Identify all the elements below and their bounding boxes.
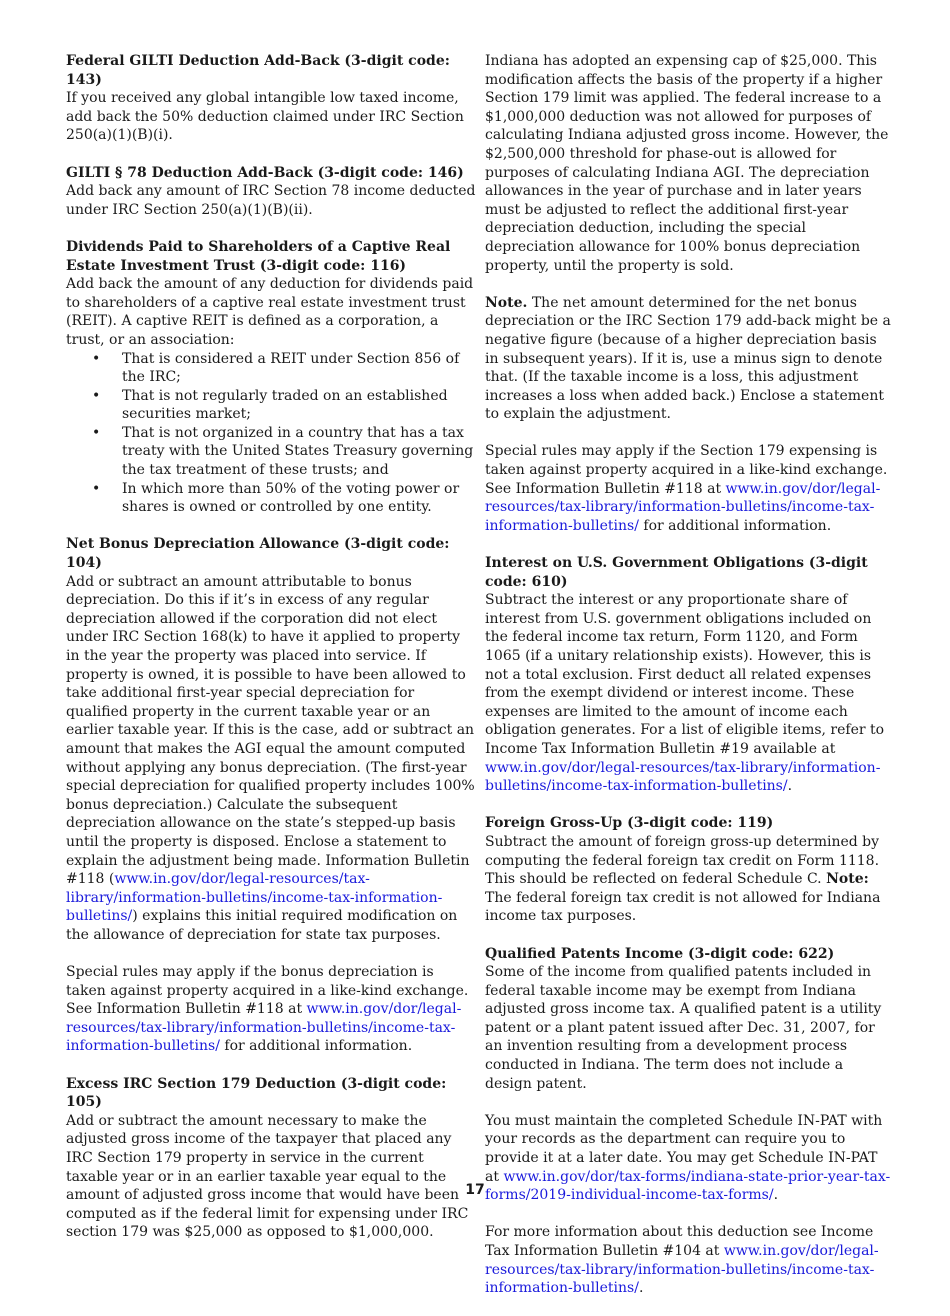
reit-bullet-list (66, 350, 476, 517)
usgov-text: Subtract the interest or any proportionate share of interest from U.S. government obligations included on the federal income tax return, Form 1120, and Form 1065 (if a unitary relationship exists). However, this is not a total exclusion. First deduct all related expenses from the exempt dividend or interest income. These expenses are limited to the amount of income each obligation generates. For a list of eligible items, refer to Income Tax Information Bulletin #19 available at (485, 592, 885, 757)
foreign-text: Subtract the amount of foreign gross-up determined by computing the federal foreign tax credit on Form 1118. This should be reflected on federal Schedule C. (485, 833, 880, 888)
special179-text: Special rules may apply if the Section 179 expensing is taken against property acquired in a like-kind exchange. See Information Bulletin #118 at (485, 443, 888, 497)
patents-maintain-text-end: . (773, 1187, 779, 1204)
usgov-section (485, 554, 893, 796)
sec179-heading: Excess IRC Section 179 Deduction (3-digit code: 105) (66, 1075, 447, 1111)
page-number: 17 (465, 1182, 485, 1198)
right-column (485, 52, 893, 1316)
patents-heading: Qualified Patents Income (3-digit code: 622) (485, 945, 835, 962)
bonus-special-text-end: for additional information. (219, 1038, 413, 1055)
bonus-heading: Net Bonus Depreciation Allowance (3-digit code: 104) (66, 536, 450, 572)
reit-bullet: • In which more than 50% of the voting power or shares is owned or controlled by one entity. (66, 480, 476, 517)
expensing-cap-section (485, 52, 893, 275)
patents-more-text-end: . (638, 1280, 644, 1297)
special179-section (485, 442, 893, 535)
bonus-body (66, 573, 476, 945)
usgov-link[interactable]: www.in.gov/dor/legal-resources/tax-library/information-bulletins/income-tax-information-bulletins/ (485, 759, 881, 795)
note-text: The net amount determined for the net bonus depreciation or the IRC Section 179 add-back might be a negative figure (because of a higher depreciation basis in subsequent years). If it is, use a minus sign to denote that. (If the taxable income is a loss, this adjustment increases a loss when added back.) Enclose a statement to explain the adjustment. (485, 294, 891, 423)
foreign-section (485, 814, 893, 926)
patents-bulletin-link[interactable]: www.in.gov/dor/legal-resources/tax-library/information-bulletins/income-tax-information-bulletins/ (485, 1243, 879, 1297)
reit-bullet: • That is considered a REIT under Section 856 of the IRC; (66, 350, 476, 387)
note-section (485, 294, 893, 424)
foreign-body (485, 833, 893, 926)
special179-text-end: for additional information. (638, 517, 832, 534)
patents-body: Some of the income from qualified patents included in federal taxable income may be exempt from Indiana adjusted gross income tax. A qualified patent is a utility patent or a plant patent issued after Dec. 31, 2007, for an invention resulting from a development process conducted in Indiana. The term does not include a design patent. (485, 964, 882, 1092)
bonus-bulletin-link[interactable]: www.in.gov/dor/legal-resources/tax-library/information-bulletins/income-tax-information-bulletins/ (66, 871, 443, 925)
gilti-heading: Federal GILTI Deduction Add-Back (3-digit code: 143) (66, 53, 450, 88)
patents-section (485, 945, 893, 1298)
bonus-body-text-end: ) explains this initial required modification on the allowance of depreciation for state tax purposes. (66, 908, 458, 943)
gilti78-body: Add back any amount of IRC Section 78 income deducted under IRC Section 250(a)(1)(B)(ii). (66, 183, 476, 218)
reit-bullet: • That is not regularly traded on an established securities market; (66, 387, 476, 424)
gilti-body: If you received any global intangible low taxed income, add back the 50% deduction claimed under IRC Section 250(a)(1)(B)(i). (66, 90, 464, 144)
reit-section (66, 238, 476, 517)
reit-body: Add back the amount of any deduction for dividends paid to shareholders of a captive real estate investment trust (REIT). A captive REIT is defined as a corporation, a trust, or an association: (66, 276, 474, 348)
patents-more-text: For more information about this deduction see Income Tax Information Bulletin #104 at (485, 1224, 874, 1259)
note-label: Note. (485, 294, 528, 311)
expensing-cap-body: Indiana has adopted an expensing cap of $25,000. This modification affects the basis of the property if a higher Section 179 limit was applied. The federal increase to a $1,000,000 deduction was not allowed for purposes of calculating Indiana adjusted gross income. However, the $2,500,000 threshold for phase-out is allowed for purposes of calculating Indiana AGI. The depreciation allowances in the year of purchase and in later years must be adjusted to reflect the additional first-year depreciation deduction, including the special depreciation allowance for 100% bonus depreciation property, until the property is sold. (485, 53, 889, 274)
usgov-text-end: . (787, 778, 793, 795)
bonus-body-text: Add or subtract an amount attributable to bonus depreciation. Do this if it’s in excess of any regular depreciation allowed if the corporation did not elect under IRC Section 168(k) to have it applied to property in the year the property was placed into service. If property is owned, it is possible to have been allowed to take additional first-year special depreciation for qualified property in the current taxable year or an earlier taxable year. If this is the case, add or subtract an amount that makes the AGI equal the amount computed without applying any bonus depreciation. (The first-year special depreciation for qualified property includes 100% bonus depreciation.) Calculate the subsequent depreciation allowance on the state’s stepped-up basis until the property is disposed. Enclose a statement to explain the adjustment being made. Information Bulletin #118 ( (66, 573, 475, 888)
usgov-heading: Interest on U.S. Government Obligations (3-digit code: 610) (485, 555, 868, 590)
gilti-section (66, 52, 476, 145)
patents-form-link[interactable]: www.in.gov/dor/tax-forms/indiana-state-prior-year-tax-forms/2019-individual-income-tax-forms/ (485, 1168, 891, 1204)
gilti78-heading: GILTI § 78 Deduction Add-Back (3-digit code: 146) (66, 164, 464, 181)
sec179-body: Add or subtract the amount necessary to make the adjusted gross income of the taxpayer that placed any IRC Section 179 property in service in the current taxable year or in an earlier taxable year equal to the amount of adjusted gross income that would have been computed as if the federal limit for expensing under IRC section 179 was $25,000 as opposed to $1,000,000. (66, 1112, 469, 1241)
foreign-note-label: Note: (826, 871, 869, 888)
reit-bullet: • That is not organized in a country that has a tax treaty with the United States Treasury governing the tax treatment of these trusts; and (66, 424, 476, 480)
special179-body (485, 442, 893, 535)
special179-link[interactable]: www.in.gov/dor/legal-resources/tax-library/information-bulletins/income-tax-information-bulletins/ (485, 480, 881, 534)
foreign-text-end: The federal foreign tax credit is not allowed for Indiana income tax purposes. (485, 889, 881, 925)
bonus-depreciation-section (66, 535, 476, 1056)
bonus-special-link[interactable]: www.in.gov/dor/legal-resources/tax-library/information-bulletins/income-tax-information-bulletins/ (66, 1001, 462, 1055)
patents-more-info (485, 1223, 893, 1297)
gilti78-section (66, 164, 476, 220)
reit-heading: Dividends Paid to Shareholders of a Captive Real Estate Investment Trust (3-digit code: 116) (66, 238, 451, 274)
bonus-special-text: Special rules may apply if the bonus depreciation is taken against property acquired in a like-kind exchange. See Information Bulletin #118 at (66, 964, 469, 1018)
sec179-section (66, 1075, 476, 1242)
note-body (485, 294, 893, 424)
foreign-heading: Foreign Gross-Up (3-digit code: 119) (485, 815, 774, 832)
patents-maintain-text: You must maintain the completed Schedule IN-PAT with your records as the department can require you to provide it at a later date. You may get Schedule IN-PAT at (485, 1112, 883, 1185)
left-column (66, 52, 476, 1261)
usgov-body (485, 591, 893, 796)
bonus-special-rules (66, 963, 476, 1056)
